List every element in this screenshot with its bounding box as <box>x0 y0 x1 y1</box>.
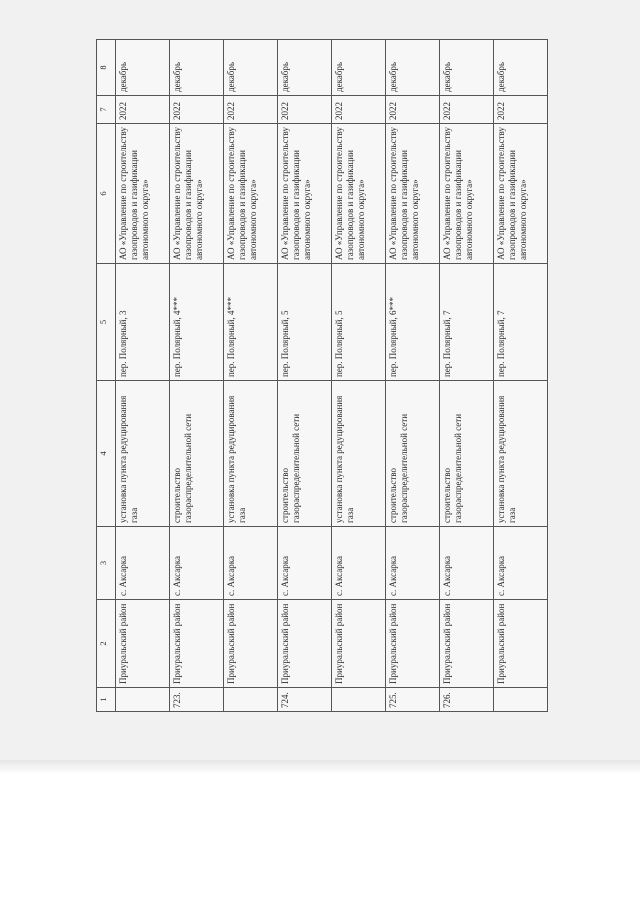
table-row <box>493 40 547 712</box>
year-cell: 2022 <box>115 96 169 124</box>
executor-cell: АО «Управление по строительству газопроводов и газификации автономного округа» <box>169 124 223 264</box>
address-cell: пер. Полярный, 7 <box>493 264 547 381</box>
address-cell: пер. Полярный, 4*** <box>223 264 277 381</box>
work-type-cell: установка пункта редуцирования газа <box>493 381 547 527</box>
row-number: 724. <box>277 688 331 712</box>
executor-cell: АО «Управление по строительству газопроводов и газификации автономного округа» <box>331 124 385 264</box>
year-cell: 2022 <box>169 96 223 124</box>
work-type-cell: установка пункта редуцирования газа <box>331 381 385 527</box>
settlement-cell: с. Аксарка <box>115 527 169 600</box>
settlement-cell: с. Аксарка <box>223 527 277 600</box>
column-number-header: 4 <box>97 381 116 527</box>
address-cell: пер. Полярный, 3 <box>115 264 169 381</box>
district-cell: Приуральский район <box>385 600 439 688</box>
month-cell: декабрь <box>493 40 547 96</box>
district-cell: Приуральский район <box>439 600 493 688</box>
month-cell: декабрь <box>223 40 277 96</box>
month-cell: декабрь <box>331 40 385 96</box>
address-cell: пер. Полярный, 4*** <box>169 264 223 381</box>
row-number <box>331 688 385 712</box>
scan-edge <box>0 760 640 774</box>
settlement-cell: с. Аксарка <box>331 527 385 600</box>
table-row <box>439 40 493 712</box>
column-number-header: 7 <box>97 96 116 124</box>
district-cell: Приуральский район <box>277 600 331 688</box>
year-cell: 2022 <box>493 96 547 124</box>
table-row <box>169 40 223 712</box>
district-cell: Приуральский район <box>115 600 169 688</box>
column-number-header: 5 <box>97 264 116 381</box>
address-cell: пер. Полярный, 5 <box>277 264 331 381</box>
table-row <box>277 40 331 712</box>
table-row <box>223 40 277 712</box>
row-number <box>115 688 169 712</box>
column-number-header: 8 <box>97 40 116 96</box>
settlement-cell: с. Аксарка <box>385 527 439 600</box>
settlement-cell: с. Аксарка <box>277 527 331 600</box>
work-type-cell: строительство газораспределительной сети <box>169 381 223 527</box>
work-type-cell: строительство газораспределительной сети <box>385 381 439 527</box>
gasification-table <box>96 39 548 712</box>
month-cell: декабрь <box>169 40 223 96</box>
row-number: 723. <box>169 688 223 712</box>
rotated-table-container <box>96 40 548 712</box>
row-number <box>223 688 277 712</box>
year-cell: 2022 <box>331 96 385 124</box>
row-number: 725. <box>385 688 439 712</box>
executor-cell: АО «Управление по строительству газопроводов и газификации автономного округа» <box>115 124 169 264</box>
work-type-cell: установка пункта редуцирования газа <box>115 381 169 527</box>
column-number-header: 3 <box>97 527 116 600</box>
address-cell: пер. Полярный, 7 <box>439 264 493 381</box>
header-row <box>97 40 116 712</box>
address-cell: пер. Полярный, 5 <box>331 264 385 381</box>
work-type-cell: строительство газораспределительной сети <box>439 381 493 527</box>
column-number-header: 6 <box>97 124 116 264</box>
executor-cell: АО «Управление по строительству газопроводов и газификации автономного округа» <box>385 124 439 264</box>
district-cell: Приуральский район <box>331 600 385 688</box>
table-row <box>115 40 169 712</box>
year-cell: 2022 <box>277 96 331 124</box>
executor-cell: АО «Управление по строительству газопроводов и газификации автономного округа» <box>223 124 277 264</box>
month-cell: декабрь <box>277 40 331 96</box>
month-cell: декабрь <box>115 40 169 96</box>
month-cell: декабрь <box>385 40 439 96</box>
column-number-header: 2 <box>97 600 116 688</box>
settlement-cell: с. Аксарка <box>439 527 493 600</box>
table-row <box>385 40 439 712</box>
settlement-cell: с. Аксарка <box>169 527 223 600</box>
settlement-cell: с. Аксарка <box>493 527 547 600</box>
year-cell: 2022 <box>439 96 493 124</box>
district-cell: Приуральский район <box>493 600 547 688</box>
work-type-cell: установка пункта редуцирования газа <box>223 381 277 527</box>
district-cell: Приуральский район <box>223 600 277 688</box>
district-cell: Приуральский район <box>169 600 223 688</box>
work-type-cell: строительство газораспределительной сети <box>277 381 331 527</box>
year-cell: 2022 <box>385 96 439 124</box>
row-number: 726. <box>439 688 493 712</box>
executor-cell: АО «Управление по строительству газопроводов и газификации автономного округа» <box>439 124 493 264</box>
month-cell: декабрь <box>439 40 493 96</box>
row-number <box>493 688 547 712</box>
year-cell: 2022 <box>223 96 277 124</box>
column-number-header: 1 <box>97 688 116 712</box>
executor-cell: АО «Управление по строительству газопроводов и газификации автономного округа» <box>277 124 331 264</box>
executor-cell: АО «Управление по строительству газопроводов и газификации автономного округа» <box>493 124 547 264</box>
address-cell: пер. Полярный, 6*** <box>385 264 439 381</box>
table-row <box>331 40 385 712</box>
